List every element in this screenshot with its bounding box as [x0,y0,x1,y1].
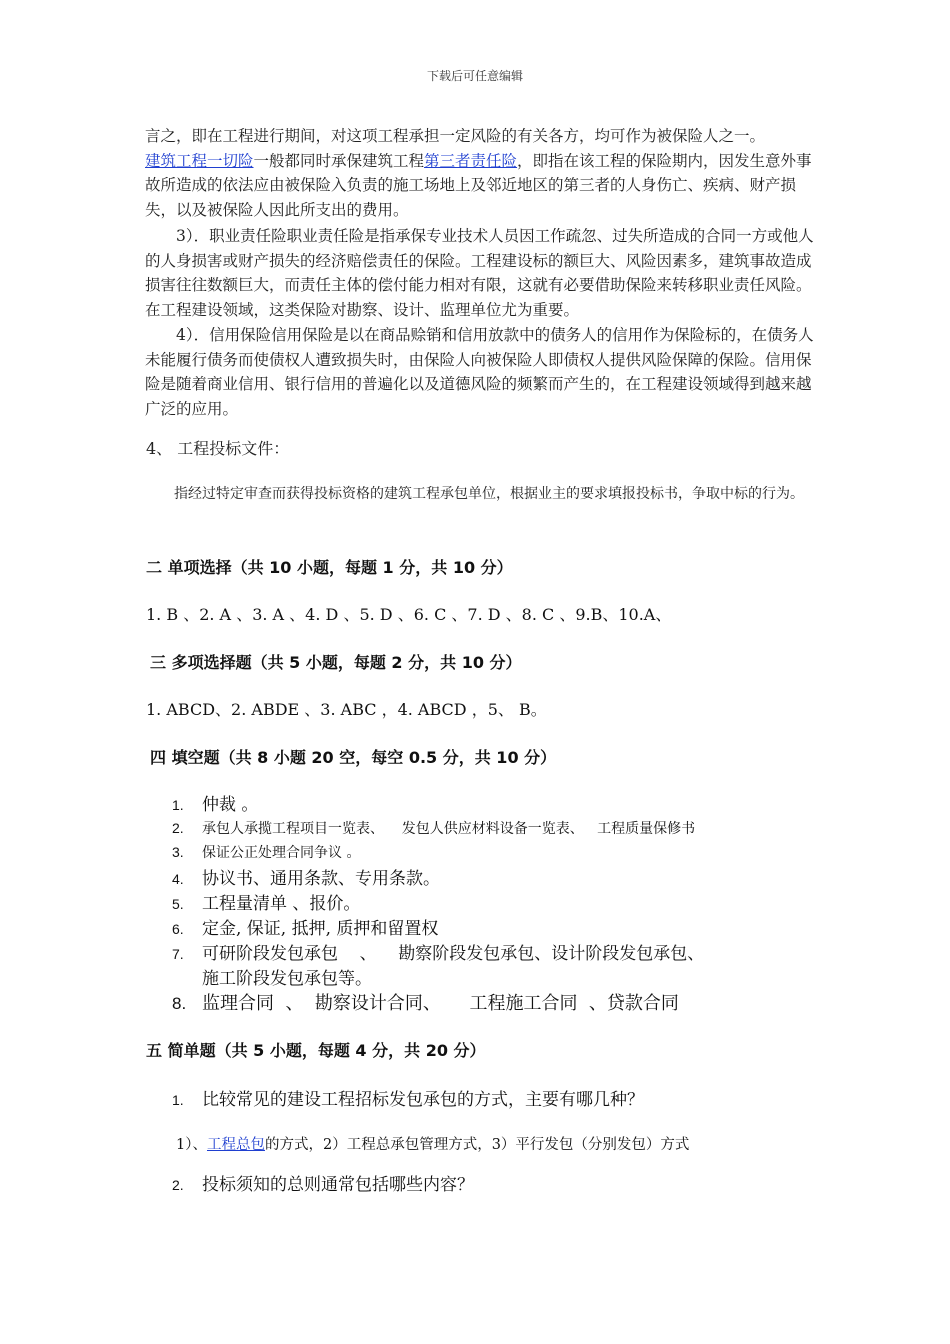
item-text: 保证公正处理合同争议 。 [202,845,361,861]
paragraph-insurance-parties [145,124,815,222]
fill-item-4 [172,864,440,889]
fill-item-8 [172,989,679,1015]
item-text: 定金, 保证, 抵押, 质押和留置权 [202,919,439,939]
paragraph-text: ，即指在该工程的保险期内，因发生意外事故所造成的依法应由被保险入负责的施工场地上及邻近地区的第三者的人身伤亡、疾病、财产损失，以及被保险人因此所支出的费用。 [145,151,812,219]
item-4-body: 指经过特定审查而获得投标资格的建筑工程承包单位，根据业主的要求填报投标书，争取中标的行为。 [174,486,804,502]
item-4-title: 4、 工程投标文件： [146,439,290,458]
section-5-title: 五 简单题（共 5 小题，每题 4 分，共 20 分） [146,1041,486,1060]
fill-item-1 [172,790,258,815]
section-2-title: 二 单项选择（共 10 小题，每题 1 分，共 10 分） [146,558,513,577]
item-text: 监理合同 、 勘察设计合同、 工程施工合同 、贷款合同 [202,993,679,1014]
item-number: 1. [172,797,184,813]
answer-prefix: 1）、 [176,1137,207,1153]
item-number: 3. [172,844,184,860]
section-3-title: 三 多项选择题（共 5 小题，每题 2 分，共 10 分） [150,653,522,672]
fill-item-7-continued [172,964,372,989]
fill-item-2 [172,818,695,838]
link-third-party-liability[interactable]: 第三者责任险 [424,151,518,170]
item-number: 6. [172,921,184,937]
page-header: 下载后可任意编辑 [426,69,523,83]
item-text: 工程量清单 、报价。 [202,894,361,914]
question-1 [172,1085,644,1110]
link-construction-all-risk[interactable]: 建筑工程一切险 [145,151,254,170]
item-text: 协议书、通用条款、专用条款。 [202,869,440,889]
item-number: 7. [172,946,184,962]
link-general-contracting[interactable]: 工程总包 [206,1137,265,1153]
answer-text: 的方式，2）工程总承包管理方式，3）平行发包（分别发包）方式 [264,1137,690,1153]
item-number: 5. [172,896,184,912]
question-text: 比较常见的建设工程招标发包承包的方式，主要有哪几种？ [202,1090,644,1110]
item-number: 2. [172,820,184,836]
question-text: 投标须知的总则通常包括哪些内容？ [202,1175,474,1195]
item-number: 4. [172,871,184,887]
item-text: 仲裁 。 [202,795,259,815]
question-number: 2. [172,1177,184,1193]
section-4-title: 四 填空题（共 8 小题 20 空，每空 0.5 分，共 10 分） [150,748,557,767]
item-number: 8. [172,994,187,1013]
fill-item-3 [172,842,360,862]
section-3-answers: 1. ABCD、2. ABDE 、3. ABC ，4. ABCD ，5、 B。 [146,700,547,719]
section-2-answers: 1. B 、2. A 、3. A 、4. D 、5. D 、6. C 、7. D 、8. C 、9.B、10.A、 [146,605,672,624]
question-2 [172,1170,474,1195]
item-text: 可研阶段发包承包 、 勘察阶段发包承包、设计阶段发包承包、 [202,944,705,964]
answer-1 [176,1133,689,1154]
paragraph-text: 一般都同时承保建筑工程 [253,151,425,170]
fill-item-6 [172,914,438,939]
paragraph-line: 言之，即在工程进行期间，对这项工程承担一定风险的有关各方，均可作为被保险人之一。 [145,127,766,145]
question-number: 1. [172,1092,184,1108]
item-text: 施工阶段发包承包等。 [202,969,372,989]
item-text: 承包人承揽工程项目一览表、 发包人供应材料设备一览表、 工程质量保修书 [202,821,696,837]
fill-item-5 [172,889,360,914]
paragraph-professional-liability: 3）．职业责任险职业责任险是指承保专业技术人员因工作疏忽、过失所造成的合同一方或他人的人身损害或财产损失的经济赔偿责任的保险。工程建设标的额巨大、风险因素多，建筑事故造成损害往往数额巨大，而责任主体的偿付能力相对有限，这就有必要借助保险来转移职业责任风险。在工程建设领域，这类保险对勘察、设计、监理单位尤为重要。 [145,227,814,319]
fill-item-7 [172,939,704,964]
paragraph-credit-insurance: 4）．信用保险信用保险是以在商品赊销和信用放款中的债务人的信用作为保险标的，在债务人未能履行债务而使债权人遭致损失时，由保险人向被保险人即债权人提供风险保障的保险。信用保险是随着商业信用、银行信用的普遍化以及道德风险的频繁而产生的，在工程建设领域得到越来越广泛的应用。 [145,326,814,418]
